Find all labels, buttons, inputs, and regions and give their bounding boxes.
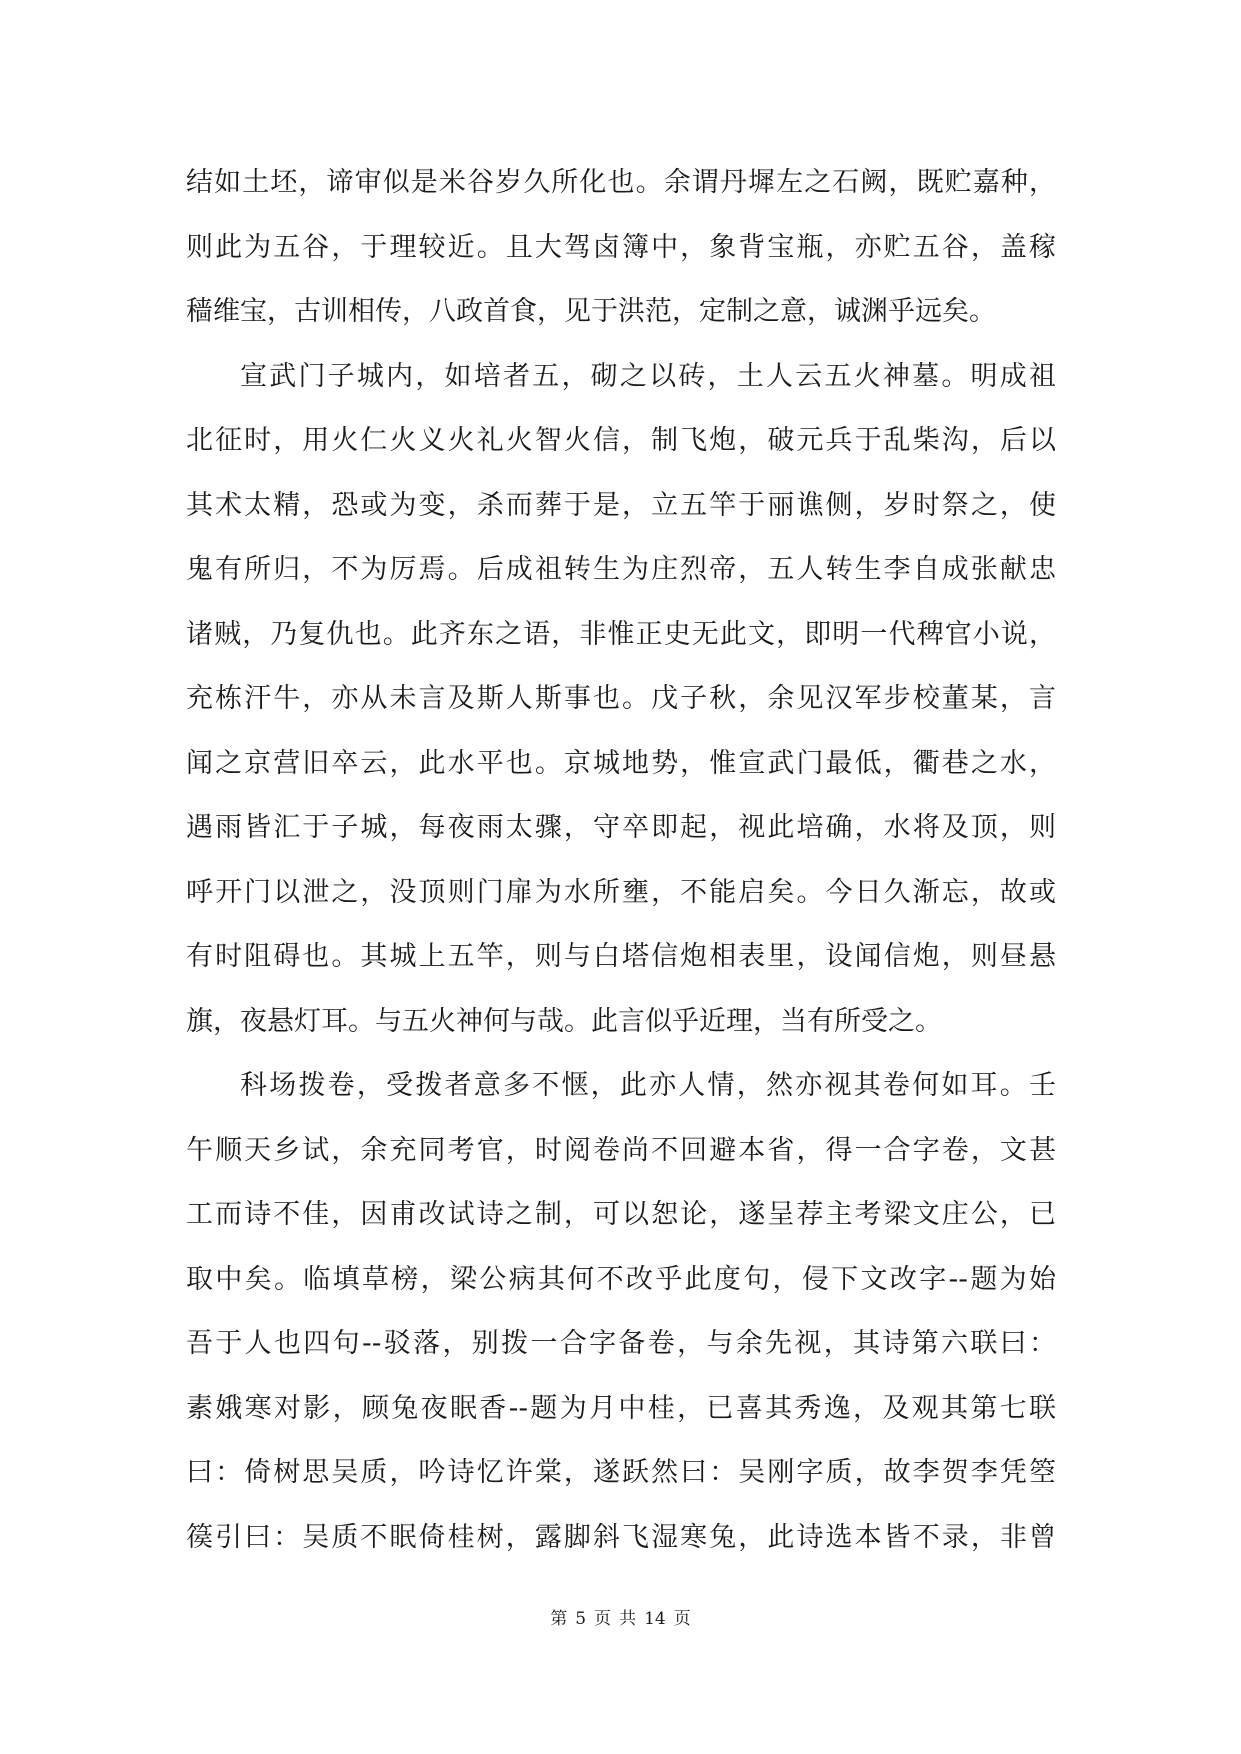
text-line: 则此为五谷，于理较近。且大驾卤簿中，象背宝瓶，亦贮五谷，盖稼 bbox=[186, 231, 1056, 263]
text-line: 吾于人也四句--驳落，别拨一合字备卷，与余先视，其诗第六联曰： bbox=[186, 1328, 1056, 1359]
footer-page-word: 页 bbox=[594, 1609, 612, 1629]
text-line: 遇雨皆汇于子城，每夜雨太骤，守卒即起，视此培确，水将及顶，则 bbox=[186, 812, 1056, 843]
text-line: 闻之京营旧卒云，此水平也。京城地势，惟宣武门最低，衢巷之水， bbox=[186, 747, 1056, 779]
footer-prefix: 第 bbox=[550, 1609, 568, 1629]
current-page-number: 5 bbox=[575, 1609, 587, 1629]
text-line: 呼开门以泄之，没顶则门扉为水所壅，不能启矣。今日久渐忘，故或 bbox=[186, 876, 1056, 908]
text-line: 午顺天乡试，余充同考官，时阅卷尚不回避本省，得一合字卷，文甚 bbox=[186, 1134, 1056, 1166]
text-line: 旗，夜悬灯耳。与五火神何与哉。此言似乎近理，当有所受之。 bbox=[186, 1005, 942, 1037]
paragraph-first-line: 科场拨卷，受拨者意多不惬，此亦人情，然亦视其卷何如耳。壬 bbox=[240, 1070, 1056, 1101]
footer-total-word: 共 bbox=[619, 1609, 637, 1629]
page-footer bbox=[0, 1604, 1241, 1629]
body-text bbox=[186, 151, 1056, 1570]
total-page-count: 14 bbox=[644, 1609, 666, 1629]
text-line: 取中矣。临填草榜，梁公病其何不改乎此度句，侵下文改字--题为始 bbox=[186, 1263, 1056, 1295]
paragraph-first-line: 宣武门子城内，如培者五，砌之以砖，土人云五火神墓。明成祖 bbox=[240, 360, 1056, 392]
text-line: 穑维宝，古训相传，八政首食，见于洪范，定制之意，诚渊乎远矣。 bbox=[186, 296, 996, 327]
text-line: 北征时，用火仁火义火礼火智火信，制飞炮，破元兵于乱柴沟，后以 bbox=[186, 425, 1056, 456]
text-line: 素娥寒对影，顾兔夜眠香--题为月中桂，已喜其秀逸，及观其第七联 bbox=[186, 1392, 1056, 1424]
text-line: 结如土坯，谛审似是米谷岁久所化也。余谓丹墀左之石阙，既贮嘉种， bbox=[186, 167, 1056, 198]
text-line: 充栋汗牛，亦从未言及斯人斯事也。戊子秋，余见汉军步校董某，言 bbox=[186, 683, 1056, 714]
text-line: 有时阻碍也。其城上五竿，则与白塔信炮相表里，设闻信炮，则昼悬 bbox=[186, 941, 1056, 972]
text-line: 篌引曰：吴质不眠倚桂树，露脚斜飞湿寒兔，此诗选本皆不录，非曾 bbox=[186, 1521, 1056, 1553]
text-line: 诸贼，乃复仇也。此齐东之语，非惟正史无此文，即明一代稗官小说， bbox=[186, 618, 1056, 650]
text-line: 工而诗不佳，因甫改试诗之制，可以恕论，遂呈荐主考梁文庄公，已 bbox=[186, 1199, 1056, 1230]
text-line: 鬼有所归，不为厉焉。后成祖转生为庄烈帝，五人转生李自成张献忠 bbox=[186, 554, 1056, 585]
text-line: 其术太精，恐或为变，杀而葬于是，立五竿于丽谯侧，岁时祭之，使 bbox=[186, 489, 1056, 521]
footer-suffix: 页 bbox=[673, 1609, 691, 1629]
text-line: 曰：倚树思吴质，吟诗忆许棠，遂跃然曰：吴刚字质，故李贺李凭箜 bbox=[186, 1457, 1056, 1488]
